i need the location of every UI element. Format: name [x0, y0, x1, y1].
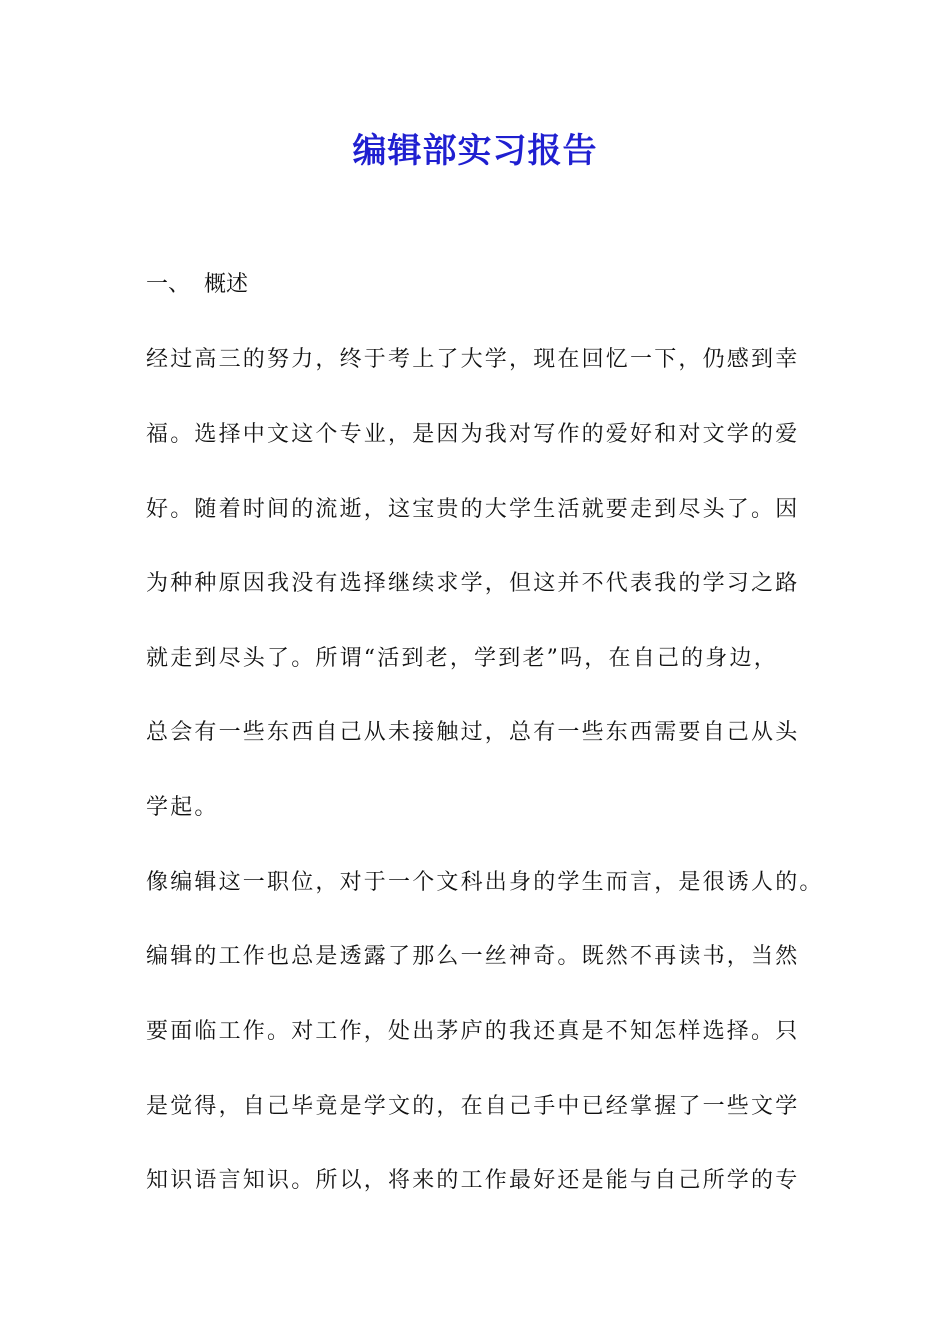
paragraph-line: 知识语言知识。所以，将来的工作最好还是能与自己所学的专	[146, 1168, 800, 1193]
paragraph-line: 编辑的工作也总是透露了那么一丝神奇。既然不再读书，当然	[146, 944, 800, 969]
paragraph-line: 为种种原因我没有选择继续求学，但这并不代表我的学习之路	[146, 571, 800, 596]
paragraph-line: 要面临工作。对工作，处出茅庐的我还真是不知怎样选择。只	[146, 1019, 800, 1044]
paragraph-line: 是觉得，自己毕竟是学文的，在自己手中已经掌握了一些文学	[146, 1094, 800, 1119]
paragraph-line: 经过高三的努力，终于考上了大学，现在回忆一下，仍感到幸	[146, 347, 800, 372]
section-heading: 一、 概述	[146, 272, 248, 297]
paragraph-line: 福。选择中文这个专业，是因为我对写作的爱好和对文学的爱	[146, 422, 800, 447]
paragraph-line: 好。随着时间的流逝，这宝贵的大学生活就要走到尽头了。因	[146, 497, 800, 522]
paragraph-line: 就走到尽头了。所谓“活到老，学到老”吗，在自己的身边，	[146, 646, 778, 671]
paragraph-line: 总会有一些东西自己从未接触过，总有一些东西需要自己从头	[146, 720, 800, 745]
paragraph-line: 学起。	[146, 795, 219, 820]
paragraph-line: 像编辑这一职位，对于一个文科出身的学生而言，是很诱人的。	[146, 870, 824, 895]
document-title: 编辑部实习报告	[352, 131, 598, 171]
